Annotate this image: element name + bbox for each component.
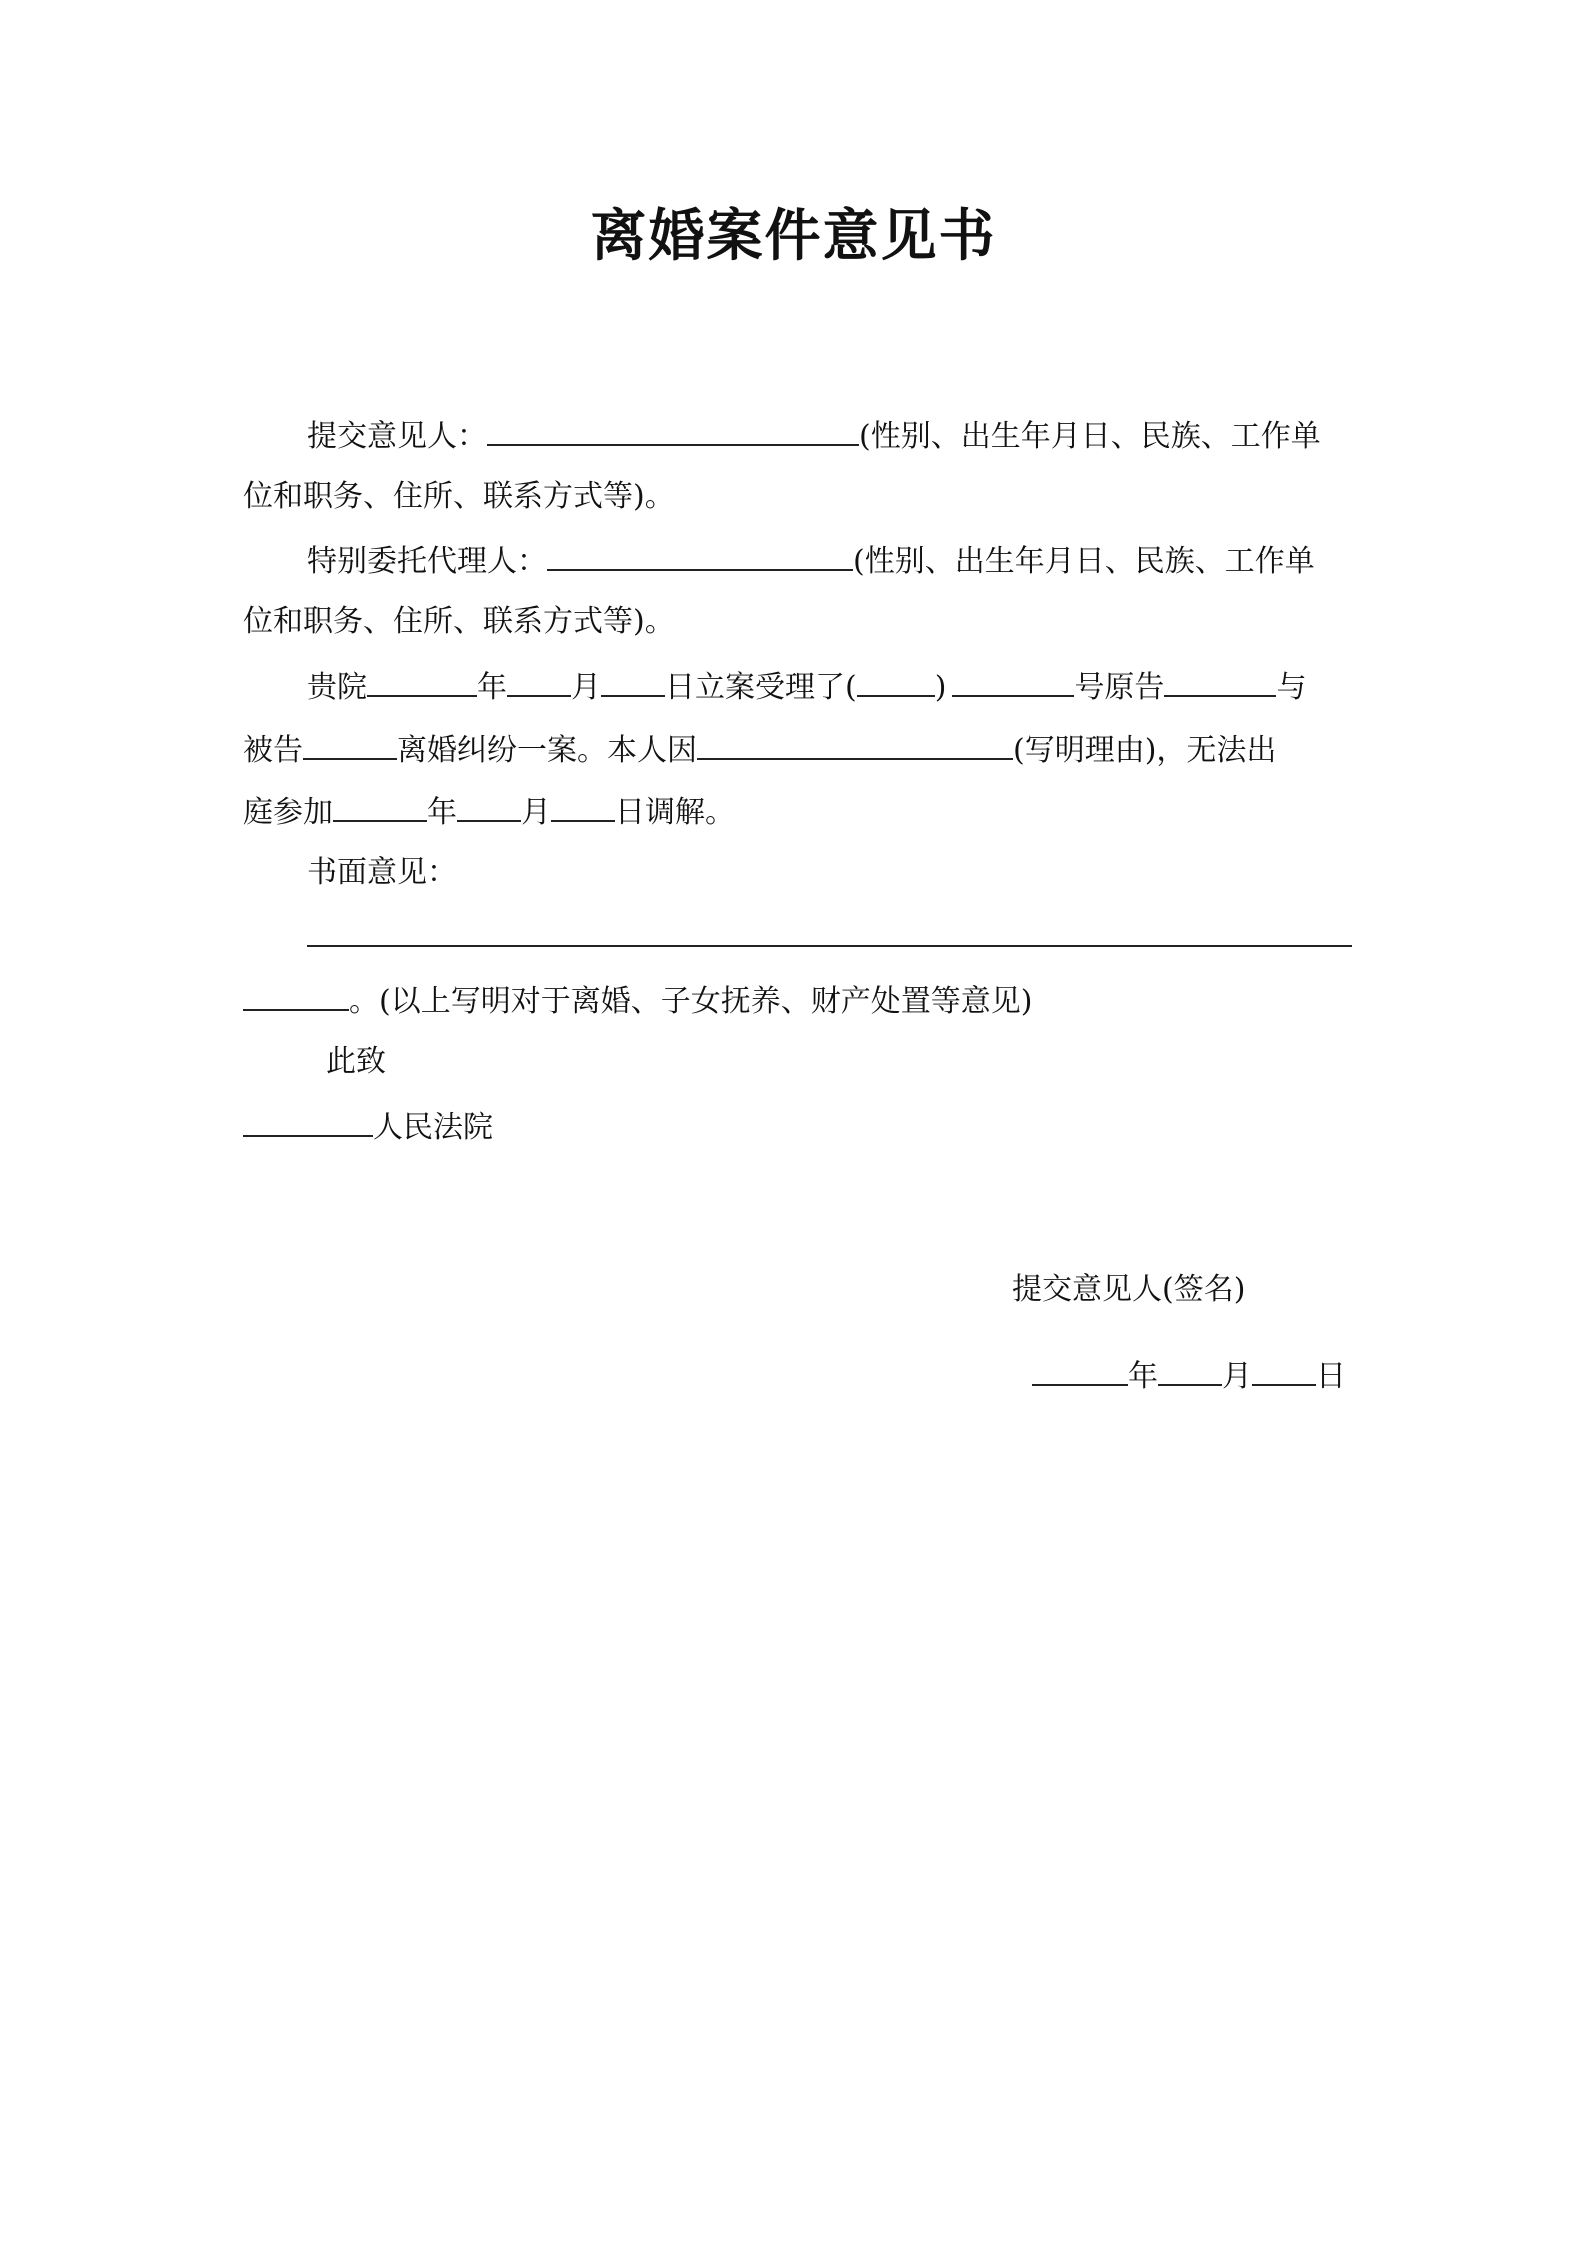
mediation-year-blank[interactable] — [333, 788, 427, 822]
sign-year-blank[interactable] — [1032, 1352, 1128, 1386]
filing-year-blank[interactable] — [367, 663, 477, 697]
mediation-day-blank[interactable] — [551, 788, 615, 822]
plaintiff-name-blank[interactable] — [1164, 663, 1276, 697]
case-number-blank[interactable] — [952, 663, 1074, 697]
signature-date — [1032, 1352, 1346, 1396]
sign-month-blank[interactable] — [1158, 1352, 1222, 1386]
case-line-3 — [243, 788, 735, 832]
year2-text: 年 — [427, 795, 457, 830]
agent-line — [307, 537, 1315, 581]
mediation-text: 日调解。 — [615, 795, 735, 830]
reason-blank[interactable] — [697, 726, 1013, 760]
close-paren-text: ) — [934, 670, 947, 705]
sign-year-text: 年 — [1128, 1359, 1158, 1394]
case-year-blank[interactable] — [857, 663, 935, 697]
submitter-note-continued: 位和职务、住所、联系方式等)。 — [243, 479, 675, 514]
submitter-note: (性别、出生年月日、民族、工作单 — [859, 419, 1321, 454]
agent-label: 特别委托代理人： — [307, 544, 547, 579]
reason-note-text: (写明理由)，无法出 — [1013, 733, 1277, 768]
sign-day-text: 日 — [1316, 1359, 1346, 1394]
sign-month-text: 月 — [1222, 1359, 1252, 1394]
month-text: 月 — [571, 670, 601, 705]
opinion-note: 。(以上写明对于离婚、子女抚养、财产处置等意见) — [349, 984, 1033, 1019]
attend-text: 庭参加 — [243, 795, 333, 830]
mediation-month-blank[interactable] — [457, 788, 521, 822]
sign-day-blank[interactable] — [1252, 1352, 1316, 1386]
document-title: 离婚案件意见书 — [590, 203, 997, 269]
written-opinion-label: 书面意见： — [307, 855, 457, 890]
dispute-text: 离婚纠纷一案。本人因 — [397, 733, 697, 768]
agent-note: (性别、出生年月日、民族、工作单 — [853, 544, 1315, 579]
case-accepted-text: 日立案受理了( — [665, 670, 857, 705]
plaintiff-text: 号原告 — [1074, 670, 1165, 705]
court-suffix: 人民法院 — [373, 1110, 493, 1145]
opinion-blank-short[interactable] — [243, 977, 349, 1011]
submitter-label: 提交意见人： — [307, 419, 487, 454]
and-text: 与 — [1276, 670, 1307, 705]
court-name-blank[interactable] — [243, 1103, 373, 1137]
salutation: 此致 — [326, 1044, 386, 1079]
court-line — [243, 1103, 493, 1147]
case-line-2 — [243, 726, 1276, 770]
month2-text: 月 — [521, 795, 551, 830]
defendant-text: 被告 — [243, 733, 303, 768]
submitter-line — [307, 412, 1321, 456]
filing-month-blank[interactable] — [507, 663, 571, 697]
defendant-name-blank[interactable] — [303, 726, 397, 760]
signature-label: 提交意见人(签名) — [1012, 1272, 1246, 1307]
opinion-line-2 — [243, 977, 1032, 1021]
submitter-name-blank[interactable] — [487, 412, 859, 446]
case-line-1 — [307, 663, 1306, 707]
court-text: 贵院 — [307, 670, 367, 705]
agent-name-blank[interactable] — [547, 537, 853, 571]
year-text: 年 — [477, 670, 507, 705]
filing-day-blank[interactable] — [601, 663, 665, 697]
agent-note-continued: 位和职务、住所、联系方式等)。 — [243, 604, 675, 639]
opinion-blank-line[interactable] — [307, 911, 1352, 947]
